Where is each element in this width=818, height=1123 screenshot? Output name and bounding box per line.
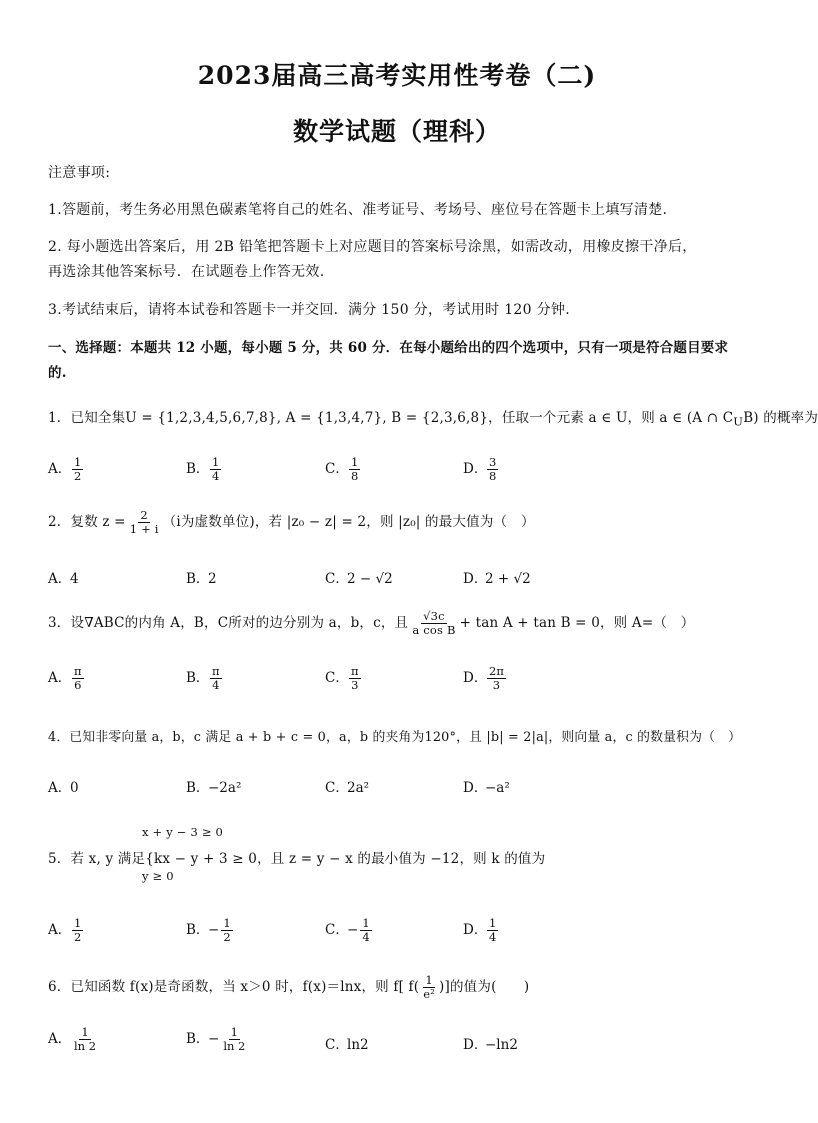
question-1 xyxy=(48,406,818,429)
section-heading-line-1: 一、选择题：本题共 12 小题，每小题 5 分，共 60 分．在每小题给出的四个选项中，只有一项是符合题目要求 xyxy=(48,340,729,356)
question-5: 5．若 x, y 满足{kx − y + 3 ≥ 0，且 z = y − x 的最小值为 −12，则 k 的值为 xyxy=(48,851,546,867)
question-1-text: 1．已知全集U = {1,2,3,4,5,6,7,8}, A = {1,3,4,7}, B = {2,3,6,8}，任取一个元素 a ∈ U，则 a ∈ (A ∩ C xyxy=(48,410,734,426)
q1-option-d[interactable]: D． $\frac{3}{8}$ xyxy=(463,455,497,484)
q5-option-a-fraction: $\frac{1}{2}$ xyxy=(74,916,82,945)
q5-option-c[interactable]: C．− $\frac{1}{4}$ xyxy=(325,916,370,945)
q3-option-d[interactable]: D． $\frac{2\pi}{3}$ xyxy=(463,664,504,693)
q6-option-c[interactable]: C．ln2 xyxy=(325,1037,369,1053)
q3-option-d-fraction: $\frac{2\pi}{3}$ xyxy=(489,664,504,693)
q4-option-c[interactable]: C．2a² xyxy=(325,780,370,796)
question-5-system-line-1: x + y − 3 ≥ 0 xyxy=(142,825,224,839)
question-4: 4．已知非零向量 a，b，c 满足 a + b + c = 0，a，b 的夹角为120°，且 |b| = 2|a|，则向量 a，c 的数量积为（ ） xyxy=(48,730,742,745)
q6-option-a[interactable]: A． $\frac{1}{\ln 2}$ xyxy=(48,1025,97,1054)
q6-option-d[interactable]: D．−ln2 xyxy=(463,1037,518,1053)
q5-option-b-fraction: $\frac{1}{2}$ xyxy=(223,916,231,945)
question-3-fraction: $\frac{√3c}{\text{a cos B}}$ xyxy=(412,609,456,638)
question-2: 2．复数 z = $\frac{2}{1 + i}$ （i为虚数单位)，若 |z₀ − z| = 2，则 |z₀| 的最大值为（ ） xyxy=(48,508,535,537)
notice-line-3: 再选涂其他答案标号．在试题卷上作答无效. xyxy=(48,264,325,280)
q1-option-b[interactable]: B． $\frac{1}{4}$ xyxy=(186,455,220,484)
notice-line-1: 1.答题前，考生务必用黑色碳素笔将自己的姓名、准考证号、考场号、座位号在答题卡上填写清楚. xyxy=(48,202,668,218)
q1-option-c[interactable]: C． $\frac{1}{8}$ xyxy=(325,455,359,484)
q2-option-a[interactable]: A．4 xyxy=(48,571,79,587)
notice-line-2: 2. 每小题选出答案后，用 2B 铅笔把答题卡上对应题目的答案标号涂黑，如需改动，用橡皮擦干净后， xyxy=(48,239,697,255)
q3-option-b-fraction: $\frac{\pi}{4}$ xyxy=(212,664,220,693)
q3-option-b[interactable]: B． $\frac{\pi}{4}$ xyxy=(186,664,220,693)
q3-option-a-fraction: $\frac{\pi}{6}$ xyxy=(74,664,82,693)
q1-option-a[interactable]: A． $\frac{1}{2}$ xyxy=(48,455,82,484)
q3-option-a[interactable]: A． $\frac{\pi}{6}$ xyxy=(48,664,82,693)
question-1-tail: B) 的概率为 xyxy=(743,410,818,426)
notice-line-4: 3.考试结束后，请将本试卷和答题卡一并交回．满分 150 分，考试用时 120 分钟. xyxy=(48,302,570,318)
q2-option-c[interactable]: C．2 − √2 xyxy=(325,571,393,587)
q6-option-a-fraction: $\frac{1}{\ln 2}$ xyxy=(74,1025,97,1054)
q3-option-c-fraction: $\frac{\pi}{3}$ xyxy=(351,664,359,693)
q2-option-d[interactable]: D．2 + √2 xyxy=(463,571,531,587)
q6-option-b-fraction: $\frac{1}{\ln 2}$ xyxy=(223,1025,246,1054)
section-heading-line-2: 的. xyxy=(48,365,67,381)
q4-option-d[interactable]: D．−a² xyxy=(463,780,510,796)
q6-option-b[interactable]: B．− $\frac{1}{\ln 2}$ xyxy=(186,1025,246,1054)
q5-option-d-fraction: $\frac{1}{4}$ xyxy=(489,916,497,945)
q2-option-b[interactable]: B．2 xyxy=(186,571,217,587)
q5-option-a[interactable]: A． $\frac{1}{2}$ xyxy=(48,916,82,945)
question-1-subscript: U xyxy=(733,414,744,429)
q5-option-b[interactable]: B．− $\frac{1}{2}$ xyxy=(186,916,231,945)
exam-subtitle: 数学试题（理科） xyxy=(292,117,501,146)
q5-option-d[interactable]: D． $\frac{1}{4}$ xyxy=(463,916,497,945)
question-5-system-line-3: y ≥ 0 xyxy=(142,869,174,883)
q3-option-c[interactable]: C． $\frac{\pi}{3}$ xyxy=(325,664,359,693)
q4-option-a[interactable]: A．0 xyxy=(48,780,79,796)
q1-option-c-fraction: $\frac{1}{8}$ xyxy=(351,455,359,484)
q1-option-d-fraction: $\frac{3}{8}$ xyxy=(489,455,497,484)
q1-option-a-fraction: $\frac{1}{2}$ xyxy=(74,455,82,484)
question-6: 6．已知函数 f(x)是奇函数，当 x＞0 时，f(x)＝lnx，则 f[ f( $\frac{1}{\text{e²}}$ )]的值为( ) xyxy=(48,973,530,1002)
notice-heading: 注意事项: xyxy=(48,165,111,181)
q5-option-c-fraction: $\frac{1}{4}$ xyxy=(362,916,370,945)
question-2-fraction: $\frac{2}{1 + i}$ xyxy=(129,508,159,537)
q1-option-b-fraction: $\frac{1}{4}$ xyxy=(212,455,220,484)
q4-option-b[interactable]: B．−2a² xyxy=(186,780,242,796)
question-3: 3．设∇ABC的内角 A，B，C所对的边分别为 a，b，c，且 $\frac{√3c}{\text{a cos B}}$ + tan A + tan B = 0，则 A=（ ） xyxy=(48,609,695,638)
exam-title: 2023届高三高考实用性考卷（二) xyxy=(197,61,597,90)
question-6-fraction: $\frac{1}{\text{e²}}$ xyxy=(423,973,436,1002)
